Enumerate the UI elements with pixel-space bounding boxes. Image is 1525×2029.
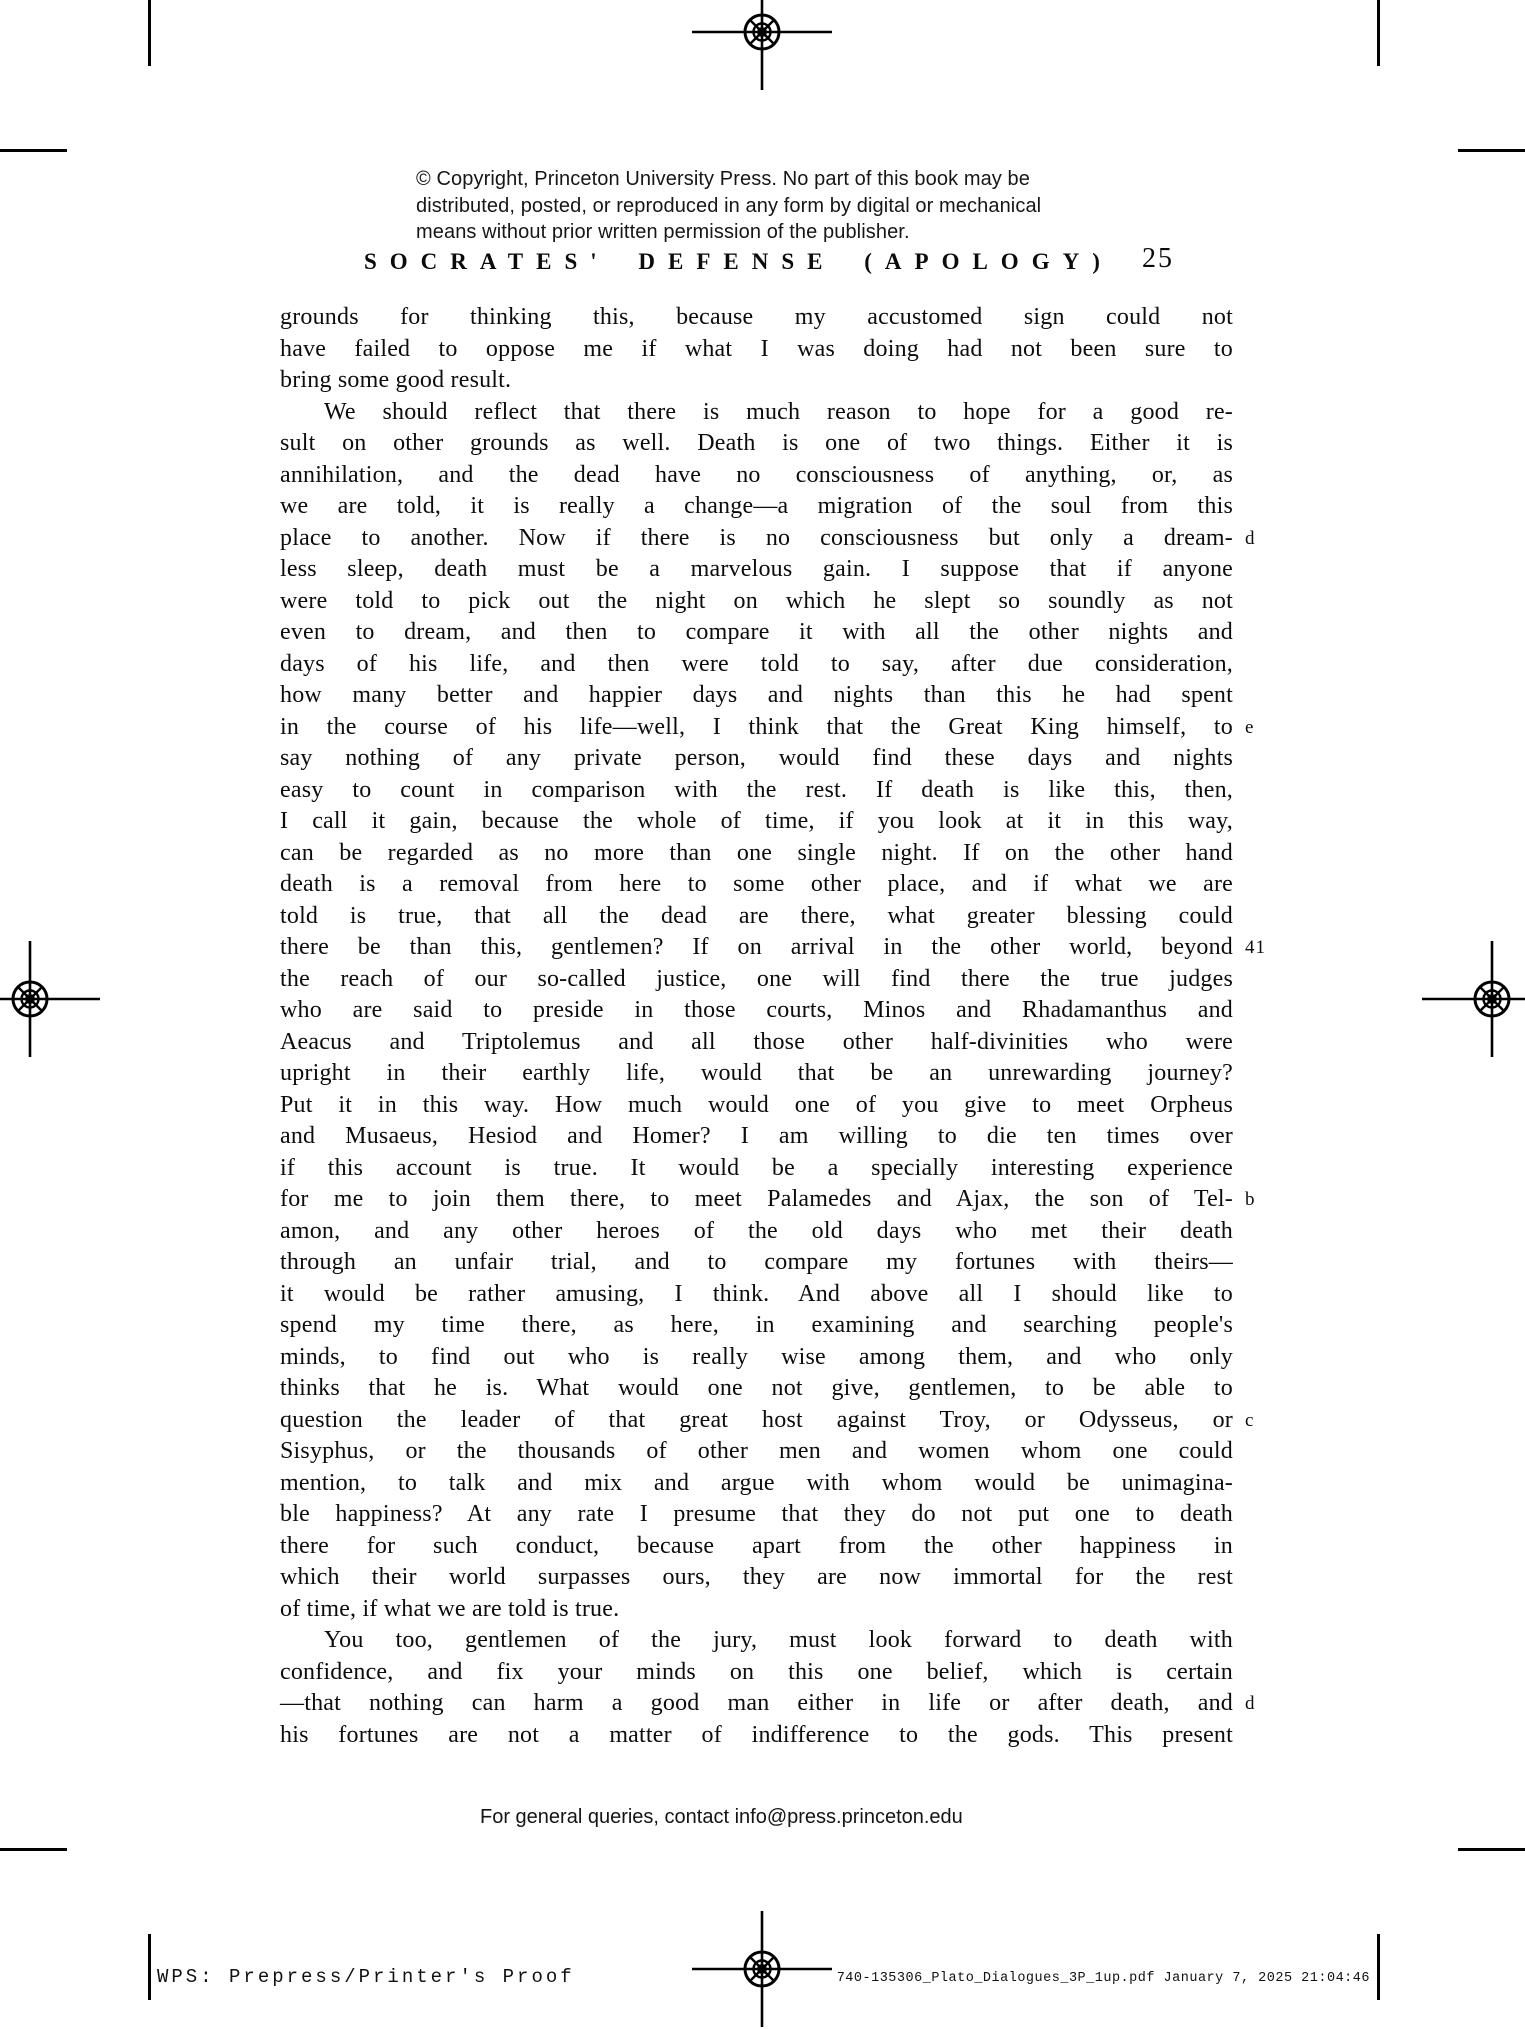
trim-mark	[1458, 149, 1525, 152]
stephanus-margin-letter: d	[1245, 527, 1256, 549]
registration-mark-bottom	[690, 1909, 834, 2029]
stephanus-margin-letter: d	[1245, 1693, 1256, 1714]
copyright-line: distributed, posted, or reproduced in any form by digital or mechanical	[416, 194, 1042, 217]
queries-footer: For general queries, contact info@press.princeton.edu	[480, 1806, 963, 1828]
proof-stamp-right: 740-135306_Plato_Dialogues_3P_1up.pdf January 7, 2025 21:04:46	[836, 1971, 1370, 1986]
text-line: spend my time there, as here, in examining and searching people's	[280, 1312, 1233, 1338]
text-line: there be than this, gentlemen? If on arrival in the other world, beyond 41	[280, 932, 1233, 964]
text-line: place to another. Now if there is no consciousness but only a dream- d	[280, 523, 1233, 555]
text-line: of time, if what we are told is true.	[280, 1595, 620, 1622]
text-line: it would be rather amusing, I think. And above all I should like to	[280, 1280, 1233, 1307]
text-line: You too, gentlemen of the jury, must look forward to death with	[324, 1627, 1233, 1653]
running-head	[364, 249, 1113, 275]
text-line: We should reflect that there is much reason to hope for a good re-	[324, 398, 1233, 425]
text-line: annihilation, and the dead have no consciousness of anything, or, as	[280, 461, 1233, 488]
text-line: can be regarded as no more than one single night. If on the other hand	[280, 839, 1233, 866]
text-line: told is true, that all the dead are there, what greater blessing could	[280, 902, 1233, 929]
text-line: upright in their earthly life, would that be an unrewarding journey?	[280, 1060, 1233, 1086]
text-line: confidence, and fix your minds on this one belief, which is certain	[280, 1658, 1233, 1685]
trim-mark	[1377, 1934, 1380, 2000]
text-line: the reach of our so-called justice, one will find there the true judges	[280, 965, 1233, 992]
trim-mark	[1377, 0, 1380, 66]
text-line: how many better and happier days and nights than this he had spent	[280, 682, 1233, 708]
text-line: have failed to oppose me if what I was doing had not been sure to	[280, 335, 1233, 362]
proof-stamp-left: WPS: Prepress/Printer's Proof	[157, 1966, 575, 1988]
text-line: which their world surpasses ours, they are now immortal for the rest	[280, 1564, 1233, 1590]
text-line: were told to pick out the night on which he slept so soundly as not	[280, 587, 1233, 614]
text-line: say nothing of any private person, would find these days and nights	[280, 745, 1233, 771]
text-line: his fortunes are not a matter of indifference to the gods. This present	[280, 1721, 1233, 1748]
text-line: amon, and any other heroes of the old days who met their death	[280, 1217, 1233, 1244]
text-line: —that nothing can harm a good man either in life or after death, and d	[280, 1688, 1233, 1720]
text-line: mention, to talk and mix and argue with whom would be unimagina-	[280, 1469, 1233, 1496]
text-line: easy to count in comparison with the rest. If death is like this, then,	[280, 776, 1233, 803]
copyright-line: means without prior written permission of the publisher.	[416, 221, 910, 243]
text-line: thinks that he is. What would one not give, gentlemen, to be able to	[280, 1375, 1233, 1401]
text-line: Sisyphus, or the thousands of other men and women whom one could	[280, 1438, 1233, 1464]
trim-mark	[148, 1934, 151, 2000]
stephanus-margin-letter: e	[1245, 716, 1255, 738]
text-line: for me to join them there, to meet Palamedes and Ajax, the son of Tel- b	[280, 1184, 1233, 1216]
registration-mark-right	[1420, 939, 1525, 1059]
text-line: who are said to preside in those courts, Minos and Rhadamanthus and	[280, 997, 1233, 1023]
text-line: less sleep, death must be a marvelous gain. I suppose that if anyone	[280, 556, 1233, 582]
text-line: death is a removal from here to some other place, and if what we are	[280, 871, 1233, 897]
trim-mark	[0, 1848, 67, 1851]
stephanus-margin-letter: c	[1245, 1409, 1255, 1431]
stephanus-margin-letter: b	[1245, 1189, 1256, 1210]
text-line: I call it gain, because the whole of time, if you look at it in this way,	[280, 808, 1233, 834]
chapter-title: SOCRATES' DEFENSE (APOLOGY)	[364, 249, 1113, 274]
text-line: Aeacus and Triptolemus and all those other half-divinities who were	[280, 1028, 1233, 1055]
text-line: bring some good result.	[280, 367, 512, 393]
text-line: even to dream, and then to compare it with all the other nights and	[280, 619, 1233, 645]
text-line: grounds for thinking this, because my accustomed sign could not	[280, 304, 1233, 330]
text-line: Put it in this way. How much would one of you give to meet Orpheus	[280, 1091, 1233, 1118]
copyright-notice	[416, 166, 1041, 246]
text-line: days of his life, and then were told to say, after due consideration,	[280, 650, 1233, 677]
text-line: question the leader of that great host against Troy, or Odysseus, or c	[280, 1405, 1233, 1437]
text-line: through an unfair trial, and to compare my fortunes with theirs—	[280, 1249, 1233, 1275]
text-line: we are told, it is really a change—a migration of the soul from this	[280, 493, 1233, 519]
registration-mark-left	[0, 939, 102, 1059]
text-line: and Musaeus, Hesiod and Homer? I am willing to die ten times over	[280, 1123, 1233, 1149]
text-line: ble happiness? At any rate I presume that they do not put one to death	[280, 1501, 1233, 1527]
text-line: sult on other grounds as well. Death is one of two things. Either it is	[280, 430, 1233, 456]
body-text	[280, 302, 1266, 1751]
registration-mark-top	[690, 0, 834, 92]
text-line: there for such conduct, because apart from the other happiness in	[280, 1532, 1233, 1559]
text-line: if this account is true. It would be a specially interesting experience	[280, 1154, 1233, 1181]
stephanus-margin-letter: 41	[1245, 937, 1266, 958]
page-number: 25	[1142, 243, 1174, 274]
text-line: minds, to find out who is really wise among them, and who only	[280, 1343, 1233, 1370]
trim-mark	[148, 0, 151, 66]
trim-mark	[1458, 1848, 1525, 1851]
trim-mark	[0, 149, 67, 152]
copyright-line: © Copyright, Princeton University Press. No part of this book may be	[416, 168, 1031, 190]
text-line: in the course of his life—well, I think that the Great King himself, to e	[280, 712, 1233, 744]
